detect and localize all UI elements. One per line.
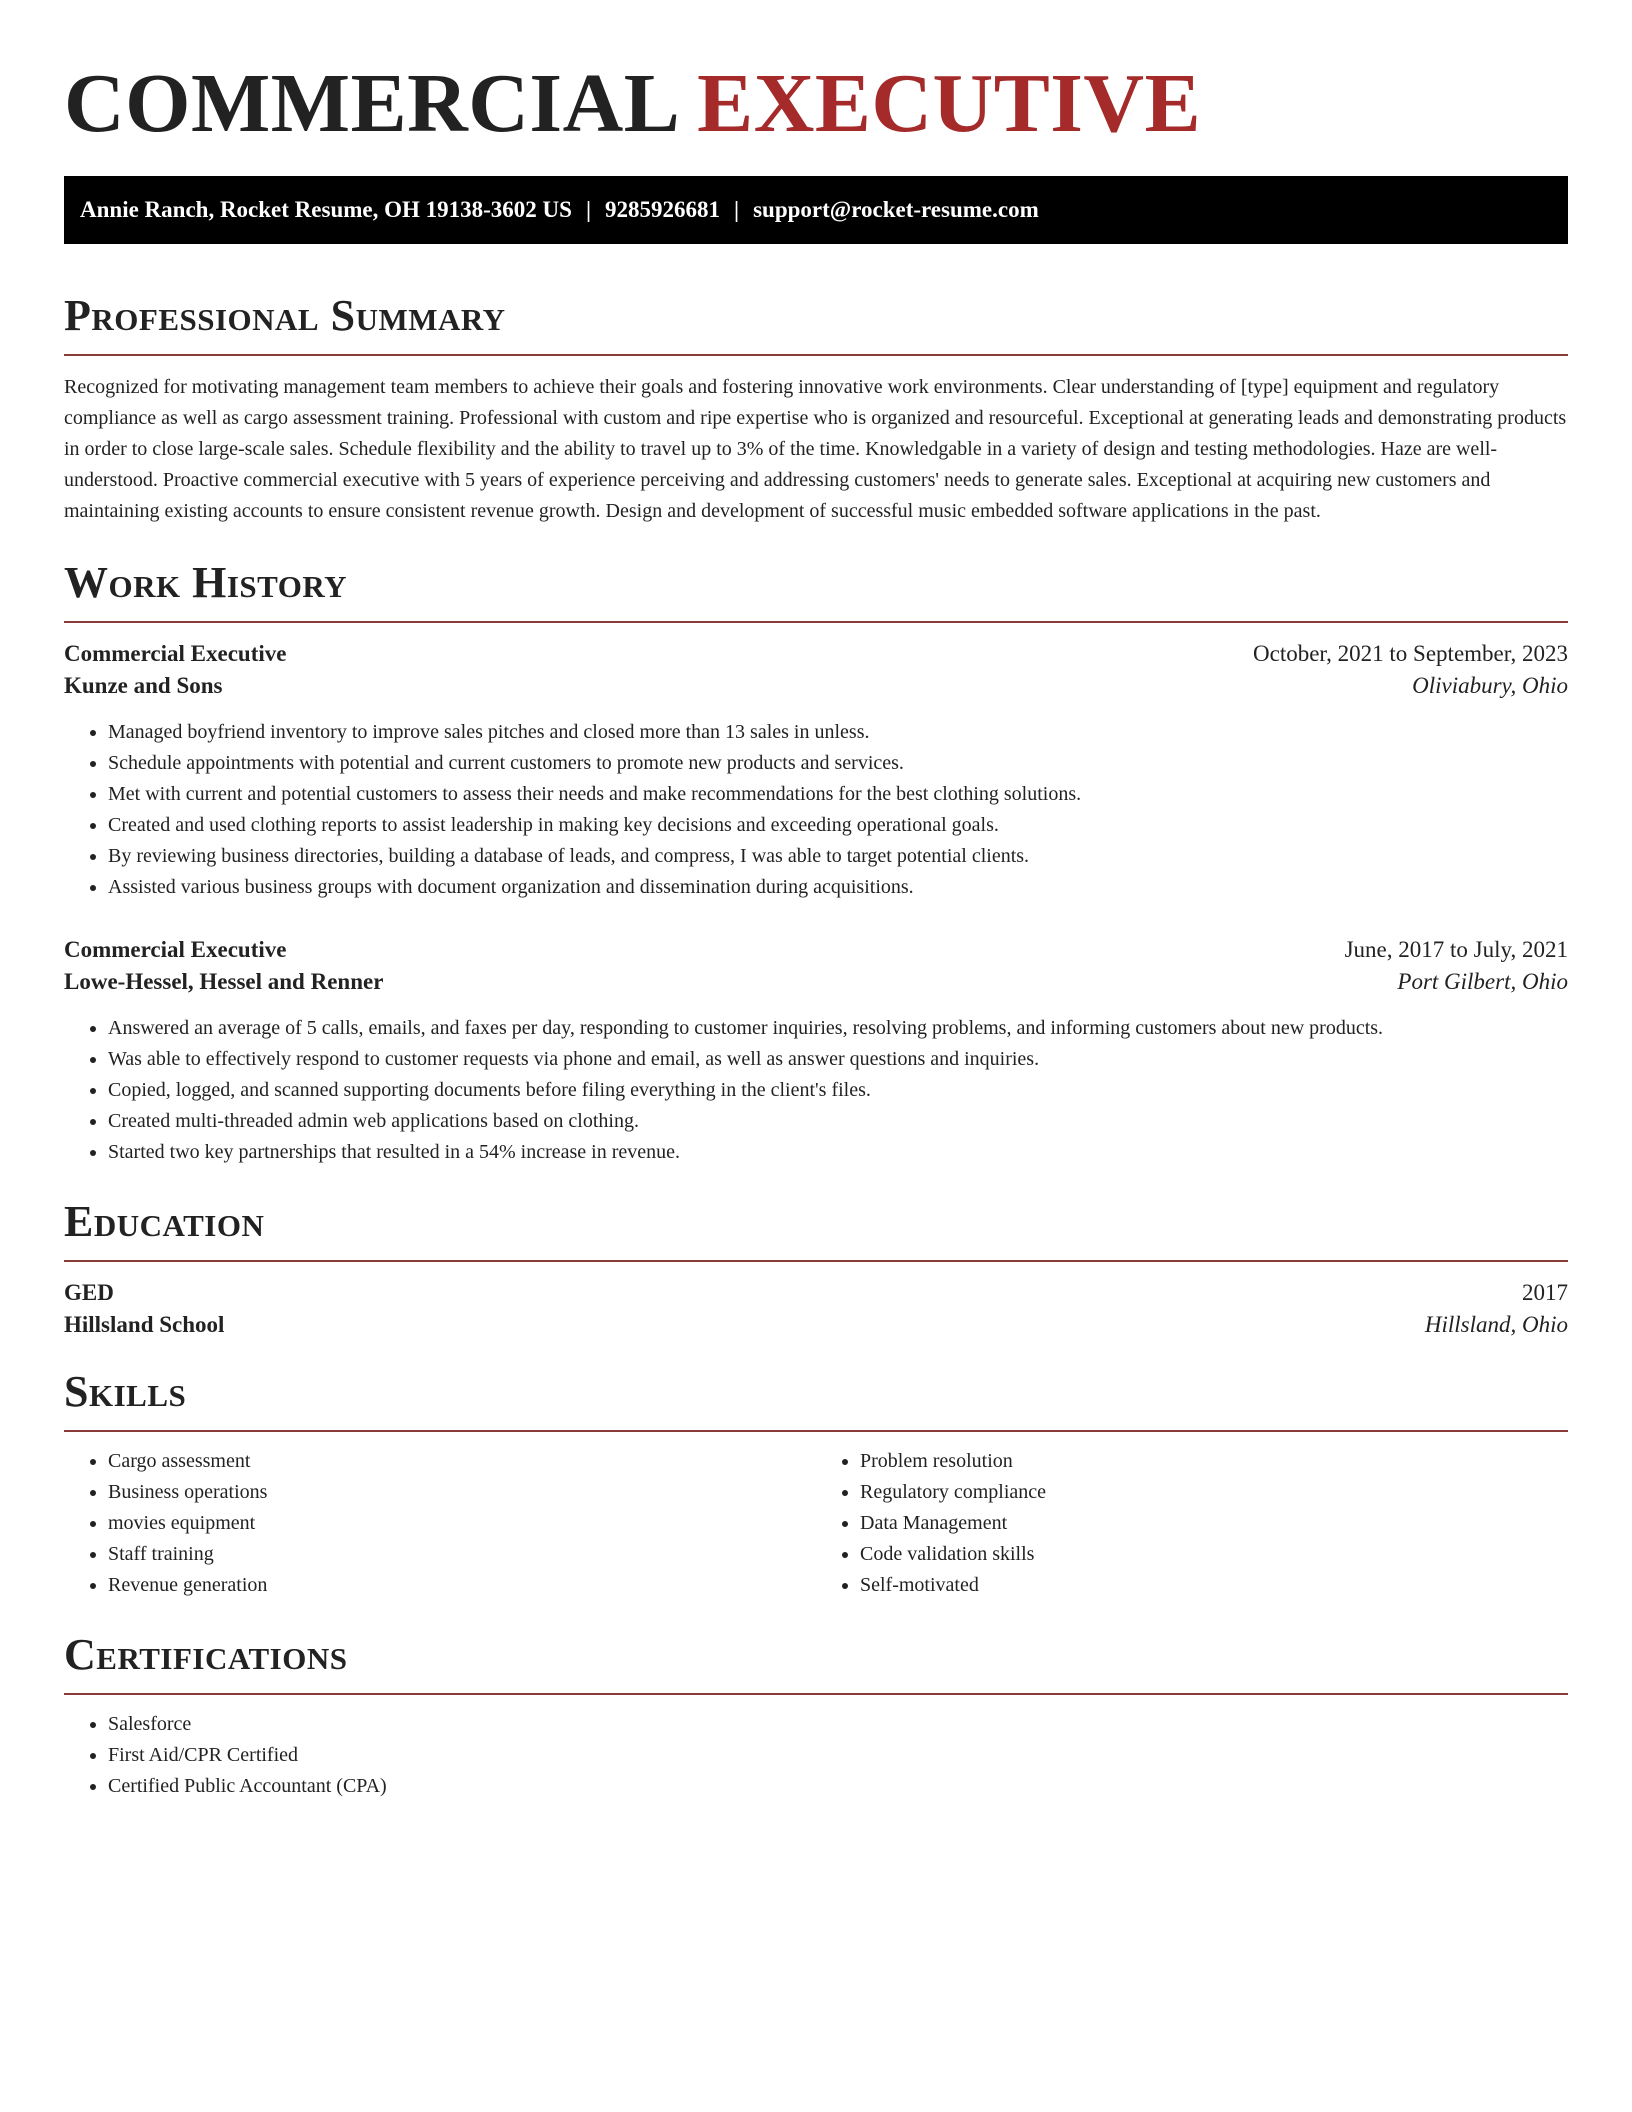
job-header-row xyxy=(64,641,1568,667)
job-bullet-list xyxy=(64,717,1568,903)
contact-phone: 9285926681 xyxy=(605,197,721,222)
job-entry xyxy=(64,641,1568,903)
education-degree: GED xyxy=(64,1280,114,1305)
job-header-row xyxy=(64,937,1568,963)
title-part-2: EXECUTIVE xyxy=(697,57,1202,150)
job-bullet: • Managed boyfriend inventory to improve sales pitches and closed more than 13 sales in unless. xyxy=(108,717,1568,748)
job-dates: October, 2021 to September, 2023 xyxy=(1253,641,1568,666)
skills-columns xyxy=(64,1446,1568,1601)
skill-item: • Regulatory compliance xyxy=(860,1477,1568,1508)
section-divider xyxy=(64,621,1568,623)
skill-item: • movies equipment xyxy=(108,1508,816,1539)
job-bullet: • Was able to effectively respond to customer requests via phone and email, as well as answer questions and inquiries. xyxy=(108,1044,1568,1075)
contact-address: Annie Ranch, Rocket Resume, OH 19138-3602 US xyxy=(80,197,572,222)
skill-item: • Staff training xyxy=(108,1539,816,1570)
resume-page xyxy=(64,56,1568,1802)
education-degree-row xyxy=(64,1280,1568,1306)
section-title-certifications: Certifications xyxy=(64,1630,348,1679)
section-title-skills: Skills xyxy=(64,1367,187,1416)
job-title: Commercial Executive xyxy=(64,937,287,962)
skill-item: • Revenue generation xyxy=(108,1570,816,1601)
skill-item: • Business operations xyxy=(108,1477,816,1508)
section-divider xyxy=(64,354,1568,356)
section-title-work-history: Work History xyxy=(64,558,348,607)
job-location: Oliviabury, Ohio xyxy=(1412,673,1568,698)
job-bullet: • Created and used clothing reports to assist leadership in making key decisions and exceeding operational goals. xyxy=(108,810,1568,841)
summary-text: Recognized for motivating management team members to achieve their goals and fostering innovative work environments. Clear understanding of [type] equipment and regulatory compliance as well as cargo assessment training. Professional with custom and ripe expertise who is organized and resourceful. Exceptional at generating leads and demonstrating products in order to close large-scale sales. Schedule flexibility and the ability to travel up to 3% of the time. Knowledgable in a variety of design and testing methodologies. Haze are well-understood. Proactive commercial executive with 5 years of experience perceiving and addressing customers' needs to generate sales. Exceptional at acquiring new customers and maintaining existing accounts to ensure consistent revenue growth. Design and development of successful music embedded software applications in the past. xyxy=(64,376,1567,522)
section-title-education: Education xyxy=(64,1197,265,1246)
education-year: 2017 xyxy=(1522,1280,1568,1305)
contact-bar xyxy=(64,176,1568,244)
job-bullet-list xyxy=(64,1013,1568,1168)
section-divider xyxy=(64,1693,1568,1695)
resume-title xyxy=(64,56,1568,152)
job-company: Lowe-Hessel, Hessel and Renner xyxy=(64,969,384,994)
certification-item: • Certified Public Accountant (CPA) xyxy=(108,1771,1568,1802)
job-bullet: • Created multi-threaded admin web applications based on clothing. xyxy=(108,1106,1568,1137)
certifications-block xyxy=(64,1709,1568,1802)
job-bullet: • By reviewing business directories, building a database of leads, and compress, I was able to target potential clients. xyxy=(108,841,1568,872)
section-divider xyxy=(64,1430,1568,1432)
skill-item: • Problem resolution xyxy=(860,1446,1568,1477)
education-school: Hillsland School xyxy=(64,1312,225,1337)
job-location: Port Gilbert, Ohio xyxy=(1397,969,1568,994)
job-company-row xyxy=(64,673,1568,699)
job-bullet: • Copied, logged, and scanned supporting documents before filing everything in the client's files. xyxy=(108,1075,1568,1106)
certifications-list xyxy=(64,1709,1568,1802)
skill-item: • Code validation skills xyxy=(860,1539,1568,1570)
contact-separator: | xyxy=(734,197,740,222)
section-title-summary: Professional Summary xyxy=(64,291,506,340)
job-company-row xyxy=(64,969,1568,995)
job-bullet: • Met with current and potential customers to assess their needs and make recommendations for the best clothing solutions. xyxy=(108,779,1568,810)
job-bullet: • Started two key partnerships that resulted in a 54% increase in revenue. xyxy=(108,1137,1568,1168)
job-title: Commercial Executive xyxy=(64,641,287,666)
skills-list-left xyxy=(64,1446,816,1601)
skill-item: • Cargo assessment xyxy=(108,1446,816,1477)
job-bullet: • Answered an average of 5 calls, emails, and faxes per day, responding to customer inquiries, resolving problems, and informing customers about new products. xyxy=(108,1013,1568,1044)
section-divider xyxy=(64,1260,1568,1262)
skills-list-right xyxy=(816,1446,1568,1601)
education-entry xyxy=(64,1280,1568,1338)
contact-email: support@rocket-resume.com xyxy=(753,197,1039,222)
contact-separator: | xyxy=(585,197,592,222)
job-dates: June, 2017 to July, 2021 xyxy=(1344,937,1568,962)
education-location: Hillsland, Ohio xyxy=(1424,1312,1568,1337)
certification-item: • Salesforce xyxy=(108,1709,1568,1740)
skill-item: • Data Management xyxy=(860,1508,1568,1539)
title-part-1: COMMERCIAL xyxy=(64,57,676,150)
job-bullet: • Assisted various business groups with document organization and dissemination during acquisitions. xyxy=(108,872,1568,903)
job-bullet: • Schedule appointments with potential and current customers to promote new products and services. xyxy=(108,748,1568,779)
skill-item: • Self-motivated xyxy=(860,1570,1568,1601)
job-company: Kunze and Sons xyxy=(64,673,223,698)
job-entry xyxy=(64,937,1568,1168)
education-school-row xyxy=(64,1312,1568,1338)
certification-item: • First Aid/CPR Certified xyxy=(108,1740,1568,1771)
